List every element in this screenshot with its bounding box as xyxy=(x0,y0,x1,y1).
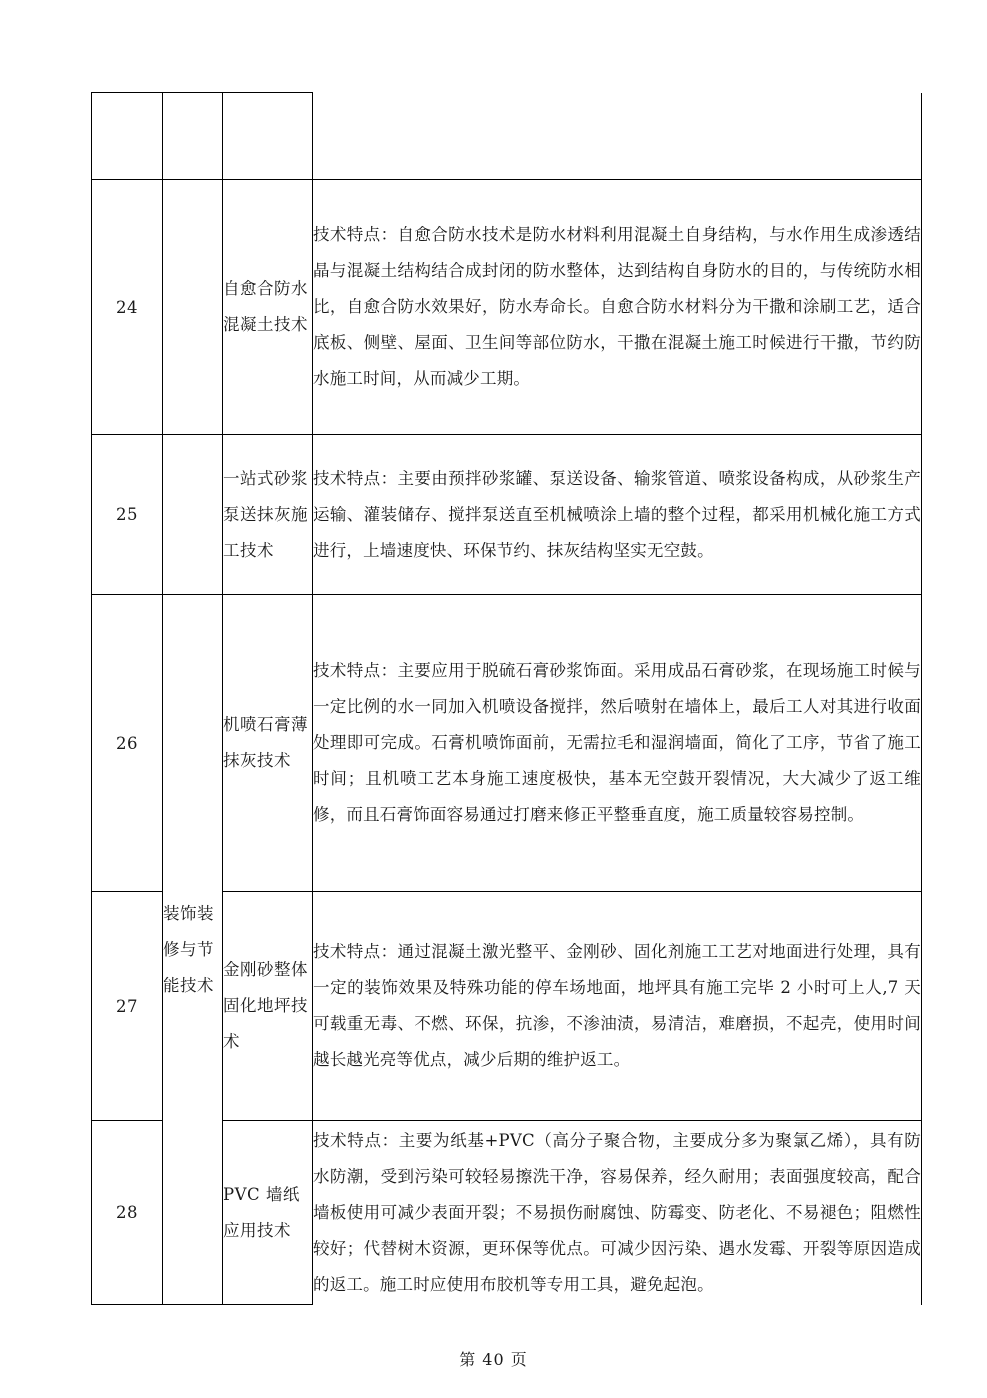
row-description-text: 技术特点：主要为纸基+PVC（高分子聚合物，主要成分多为聚氯乙烯），具有防水防潮，受到污染可较轻易擦洗干净，容易保养，经久耐用；表面强度较高，配合墙板使用可减少表面开裂；不易损伤耐腐蚀、防霉变、防老化、不易褪色；阻燃性较好；代替树木资源，更环保等优点。可减少因污染、遇水发霉、开裂等原因造成的返工。施工时应使用布胶机等专用工具，避免起泡。 xyxy=(313,1130,921,1294)
row-name-cell: PVC 墙纸应用技术 xyxy=(223,1121,313,1305)
row-name-cell: 金刚砂整体固化地坪技术 xyxy=(223,892,313,1121)
row-description-cell xyxy=(313,595,922,892)
row-description-cell xyxy=(313,180,922,435)
row-description-text: 技术特点：通过混凝土激光整平、金刚砂、固化剂施工工艺对地面进行处理，具有一定的装饰效果及特殊功能的停车场地面，地坪具有施工完毕 2 小时可上人,7 天可载重无毒、不燃、环保，抗渗，不渗油渍，易清洁，难磨损，不起壳，使用时间越长越光亮等优点，减少后期的维护返工。 xyxy=(313,942,921,1069)
row-name-cell: 机喷石膏薄抹灰技术 xyxy=(223,595,313,892)
row-description-cell xyxy=(313,1121,922,1305)
row-description-cell xyxy=(313,892,922,1121)
row-description-text: 技术特点：主要由预拌砂浆罐、泵送设备、输浆管道、喷浆设备构成，从砂浆生产运输、灌装储存、搅拌泵送直至机械喷涂上墙的整个过程，都采用机械化施工方式进行，上墙速度快、环保节约、抹灰结构坚实无空鼓。 xyxy=(313,468,921,560)
table-row xyxy=(92,435,922,595)
row-category-cell xyxy=(163,93,223,180)
table-row xyxy=(92,93,922,180)
row-category-cell xyxy=(163,180,223,435)
row-name-cell xyxy=(223,93,313,180)
row-name-cell: 自愈合防水混凝土技术 xyxy=(223,180,313,435)
table-row xyxy=(92,595,922,892)
table-row xyxy=(92,180,922,435)
row-number-cell: 26 xyxy=(92,595,163,892)
technology-table xyxy=(91,92,922,1305)
row-number-cell: 28 xyxy=(92,1121,163,1305)
row-description-text: 技术特点：自愈合防水技术是防水材料利用混凝土自身结构，与水作用生成渗透结晶与混凝土结构结合成封闭的防水整体，达到结构自身防水的目的，与传统防水相比，自愈合防水效果好，防水寿命长。自愈合防水材料分为干撒和涂刷工艺，适合底板、侧壁、屋面、卫生间等部位防水，干撒在混凝土施工时候进行干撒，节约防水施工时间，从而减少工期。 xyxy=(313,225,921,388)
merged-category-cell: 装饰装修与节能技术 xyxy=(163,595,223,1305)
page-footer: 第 40 页 xyxy=(459,1350,528,1369)
row-number-cell: 24 xyxy=(92,180,163,435)
row-description-text: 技术特点：主要应用于脱硫石膏砂浆饰面。采用成品石膏砂浆，在现场施工时候与一定比例的水一同加入机喷设备搅拌，然后喷射在墙体上，最后工人对其进行收面处理即可完成。石膏机喷饰面前，无需拉毛和湿润墙面，简化了工序，节省了施工时间；且机喷工艺本身施工速度极快，基本无空鼓开裂情况，大大减少了返工维修，而且石膏饰面容易通过打磨来修正平整垂直度，施工质量较容易控制。 xyxy=(313,661,921,824)
row-name-cell: 一站式砂浆泵送抹灰施工技术 xyxy=(223,435,313,595)
row-number-cell xyxy=(92,93,163,180)
row-number-cell: 27 xyxy=(92,892,163,1121)
row-description-cell xyxy=(313,93,922,180)
row-category-cell xyxy=(163,435,223,595)
row-description-cell xyxy=(313,435,922,595)
row-number-cell: 25 xyxy=(92,435,163,595)
